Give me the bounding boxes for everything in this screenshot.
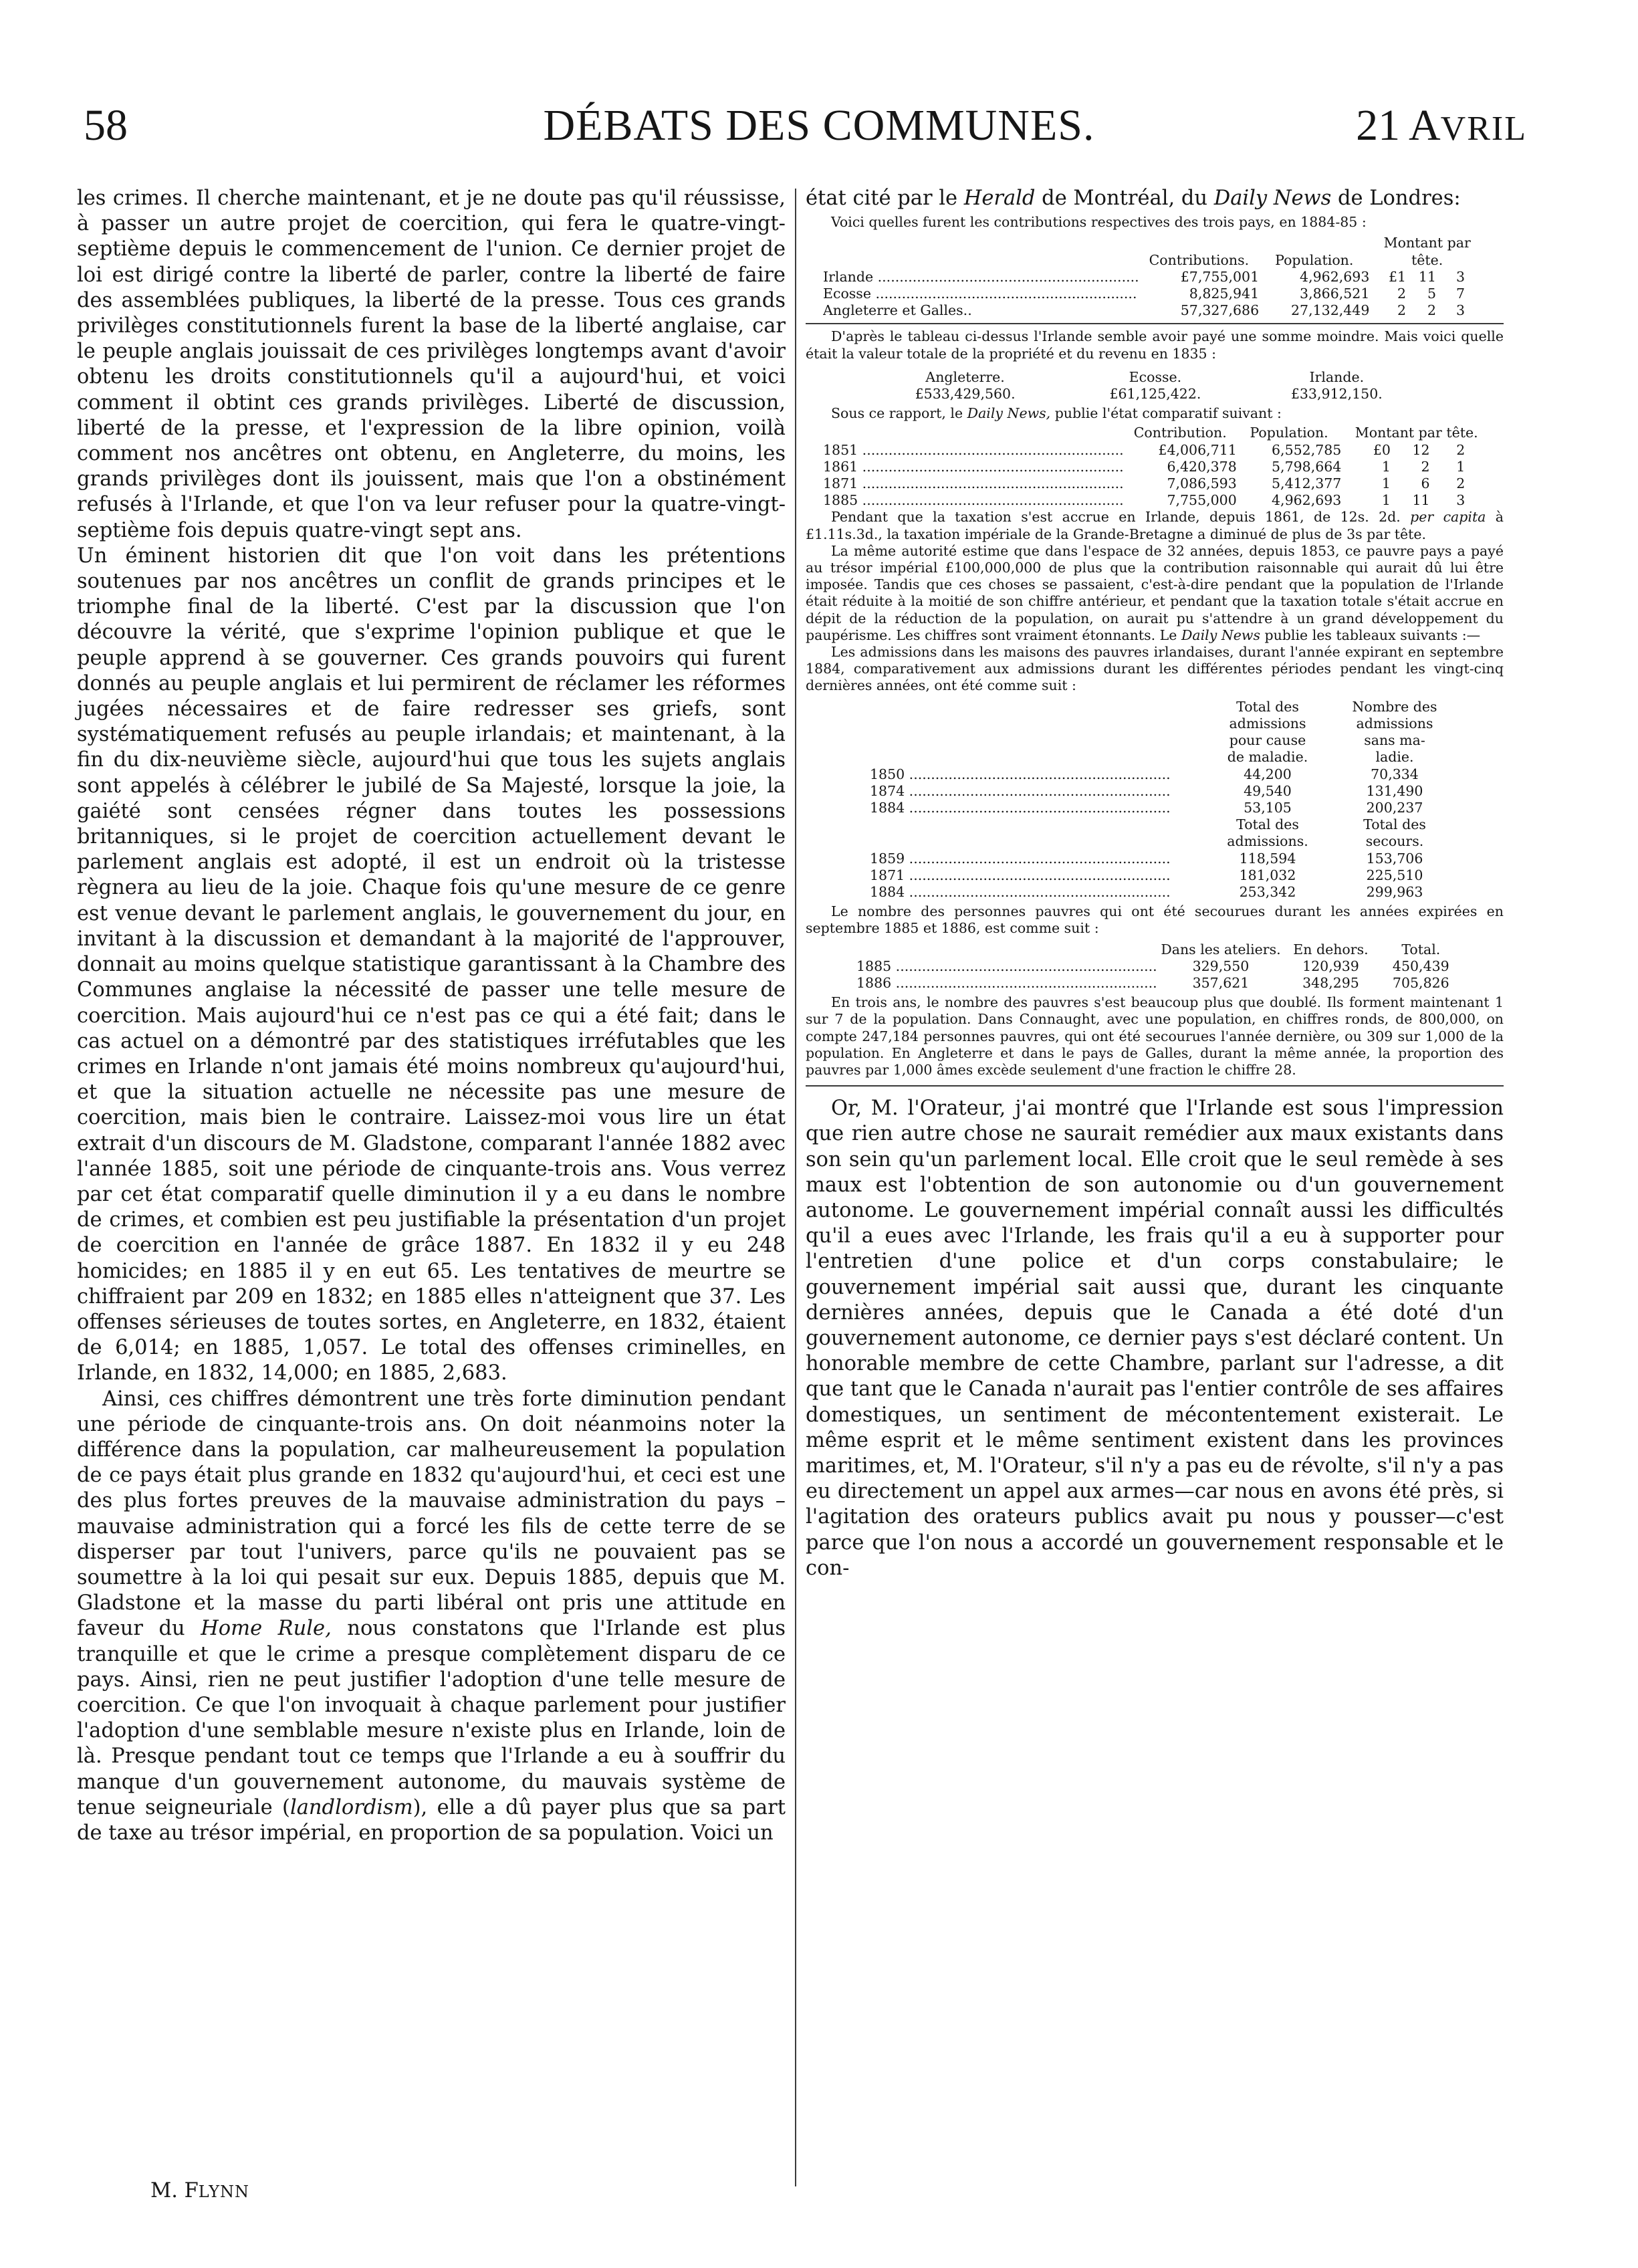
property-value-scotland: £61,125,422.	[1109, 386, 1201, 403]
admissions-row	[870, 800, 1458, 816]
quote-paragraph-7: Le nombre des personnes pauvres qui ont été secourues durant les années expirées en septembre 1885 et 1886, est comme suit :	[806, 903, 1504, 937]
right-intro-herald: Herald	[963, 187, 1036, 210]
admissions-head-not-sick-line-1: Nombre des	[1352, 698, 1437, 715]
admissions-head-sick-line-1: Total des	[1236, 698, 1299, 715]
admissions-total-row-year: 1859 ............................................................	[870, 850, 1171, 867]
contrib-row-pence: 3	[1455, 268, 1466, 285]
decade-row-contribution: 7,086,593	[1167, 475, 1237, 492]
quote-paragraph-5-daily-news: Daily News	[1181, 627, 1260, 643]
contrib-row-population: 3,866,521	[1300, 286, 1370, 302]
quote-paragraph-5	[806, 543, 1504, 644]
header-date-month-rest: VRIL	[1440, 110, 1527, 148]
contrib-row-contributions: 8,825,941	[1189, 286, 1260, 302]
right-intro	[806, 186, 1504, 211]
column-divider	[795, 189, 796, 2186]
contrib-row-pence: 3	[1455, 302, 1466, 319]
property-value-england: £533,429,560.	[915, 386, 1016, 403]
admissions-total-row	[870, 850, 1458, 867]
relieved-row	[856, 975, 1465, 992]
quote-paragraph-3-part-a: Sous ce rapport, le	[831, 405, 967, 422]
contrib-row-population: 4,962,693	[1300, 268, 1370, 285]
decade-row-pence: 1	[1456, 458, 1466, 475]
relieved-row-total: 450,439	[1392, 957, 1449, 974]
decade-row-shillings: 12	[1412, 441, 1430, 458]
quote-paragraph-4-part-b: à £1.11s.3d., la taxation impériale de la Grande-Bretagne a diminué de plus de 3s par tête.	[806, 509, 1504, 542]
decade-row-pounds: 1	[1381, 492, 1391, 509]
decade-row-contribution: 6,420,378	[1167, 458, 1237, 475]
admissions-row-sick: 44,200	[1244, 766, 1292, 782]
admissions-head-sick-line-2: admissions	[1229, 715, 1306, 731]
contrib-row-pence: 7	[1455, 286, 1466, 302]
decade-row	[823, 459, 1492, 475]
speaker-signature-rest: LYNN	[198, 2182, 250, 2201]
decade-row	[823, 442, 1492, 459]
admissions-row	[870, 783, 1458, 800]
relieved-row-outdoor: 120,939	[1302, 957, 1359, 974]
contrib-row-label: Angleterre et Galles..	[823, 302, 972, 319]
admissions-row-year: 1874 ............................................................	[870, 782, 1171, 799]
contrib-head-per-capita-1: Montant par	[1383, 235, 1471, 251]
page-number: 58	[84, 101, 128, 150]
speaker-signature-initial: M. F	[150, 2179, 199, 2202]
relieved-row-outdoor: 348,295	[1302, 974, 1359, 991]
contrib-head-per-capita-2: tête.	[1411, 251, 1443, 268]
admissions-row-not-sick: 131,490	[1366, 782, 1423, 799]
rule-1	[806, 323, 1504, 324]
quote-paragraph-3-part-b: publie l'état comparatif suivant :	[1050, 405, 1282, 422]
admissions-row-not-sick: 70,334	[1371, 766, 1419, 782]
right-intro-part-a: état cité par le	[806, 187, 964, 210]
quote-paragraph-8: En trois ans, le nombre des pauvres s'est beaucoup plus que doublé. Ils forment maintenant 1 sur 7 de la population. Dans Connaught, avec une population, en chiffres ronds, de 800,000, on compte 247,184 personnes pauvres, qui ont été secourues l'année dernière, ou 309 sur 1,000 de la population. En Angleterre et dans le pays de Galles, durant la même année, la proportion des pauvres par 1,000 âmes excède seulement d'une fraction le chiffre 28.	[806, 994, 1504, 1078]
header-date-month-initial: A	[1409, 101, 1441, 150]
decade-row-pounds: £0	[1373, 441, 1391, 458]
relieved-head-total: Total.	[1401, 941, 1441, 957]
admissions-total-row-relief: 225,510	[1366, 867, 1423, 883]
contrib-row-pounds: £1	[1388, 268, 1407, 285]
admissions-head-total	[1204, 816, 1331, 850]
admissions-row-not-sick: 200,237	[1366, 799, 1423, 816]
admissions-head-total-line-1: Total des	[1236, 816, 1299, 833]
admissions-head-not-sick-line-4: ladie.	[1375, 749, 1414, 766]
quote-paragraph-4-per-capita: per capita	[1410, 509, 1486, 526]
contrib-row	[823, 269, 1485, 286]
contrib-row-population: 27,132,449	[1291, 302, 1370, 319]
header-date-day: 21	[1356, 101, 1401, 150]
decade-row-population: 4,962,693	[1272, 492, 1342, 509]
right-intro-daily-news: Daily News	[1213, 187, 1332, 210]
decade-head-per-capita: Montant par tête.	[1355, 425, 1478, 441]
quote-paragraph-1: Voici quelles furent les contributions respectives des trois pays, en 1884-85 :	[831, 214, 1367, 231]
decade-head-contribution: Contribution.	[1133, 425, 1227, 441]
admissions-total-row-admissions: 118,594	[1239, 850, 1296, 867]
relieved-row-year: 1885 ............................................................	[856, 957, 1157, 974]
relieved-row	[856, 958, 1465, 975]
decade-row-year: 1871 ............................................................	[823, 475, 1124, 492]
left-paragraph-3-part-b: nous constatons que l'Irlande est plus tranquille et que le crime a presque complètement disparu de ce pays. Ainsi, rien ne peut justifier l'adoption d'une telle mesure de coercition. Ce que l'on invoquait à chaque parlement pour justifier l'adoption d'une semblable mesure n'existe plus en Irlande, loin de là. Presque pendant tout ce temps que l'Irlande a eu à souffrir du manque d'un gouvernement autonome, du mauvais système de tenue seigneuriale (	[77, 1617, 786, 1819]
relieved-head-indoor: Dans les ateliers.	[1161, 941, 1281, 957]
admissions-head-not-sick	[1331, 699, 1458, 766]
property-head-ireland: Irlande.	[1309, 368, 1365, 385]
admissions-row-sick: 53,105	[1244, 799, 1292, 816]
admissions-head-not-sick-line-2: admissions	[1356, 715, 1433, 731]
decade-row-year: 1861 ............................................................	[823, 458, 1124, 475]
admissions-total-row-admissions: 181,032	[1239, 867, 1296, 883]
contrib-head-contributions: Contributions.	[1149, 251, 1250, 268]
decade-row	[823, 492, 1492, 509]
quote-paragraph-2: D'après le tableau ci-dessus l'Irlande semble avoir payé une somme moindre. Mais voici quelle était la valeur totale de la propriété et du revenu en 1835 :	[806, 328, 1504, 362]
quote-paragraph-4	[806, 509, 1504, 542]
contrib-row-contributions: £7,755,001	[1180, 268, 1260, 285]
decade-comparison-table	[823, 425, 1492, 509]
admissions-total-row-relief: 153,706	[1366, 850, 1423, 867]
admissions-head-not-sick-line-3: sans ma-	[1364, 732, 1425, 749]
left-paragraph-1: les crimes. Il cherche maintenant, et je ne doute pas qu'il réussisse, à passer un autre projet de coercition, qui fera le quatre-vingt-septième depuis le commencement de l'union. Ce dernier projet de loi est dirigé contre la liberté de parler, contre la liberté de faire des assemblées publiques, la liberté de la presse. Tous ces grands privilèges constitutionnels furent la base de la liberté anglaise, car le peuple anglais jouissait de ces privilèges longtemps avant d'avoir obtenu les droits constitutionnels qu'il a aujourd'hui, et voici comment il obtint ces grands privilèges. Liberté de discussion, liberté de la presse, et l'expression de la libre opinion, voilà comment nos ancêtres ont obtenu, en Angleterre, du moins, les grands privilèges dont ils jouissent, mais que l'on a obstinément refusés à l'Irlande, et que l'on va leur refuser pour la quatre-vingt-septième fois depuis quatre-vingt sept ans.	[77, 187, 786, 542]
admissions-total-row	[870, 867, 1458, 884]
admissions-head-relief	[1331, 816, 1458, 850]
contrib-row-label: Irlande ............................................................	[823, 268, 1139, 285]
rule-2	[806, 1085, 1504, 1087]
poorhouse-admissions-table	[870, 699, 1458, 901]
property-head-england: Angleterre.	[925, 368, 1005, 385]
contrib-row-contributions: 57,327,686	[1180, 302, 1260, 319]
property-value-table	[866, 369, 1427, 403]
admissions-head-sick	[1204, 699, 1331, 766]
decade-row-contribution: £4,006,711	[1158, 441, 1237, 458]
decade-row-population: 5,798,664	[1272, 458, 1342, 475]
quote-paragraph-3-daily-news: Daily News,	[967, 405, 1051, 422]
admissions-row-year: 1884 ............................................................	[870, 799, 1171, 816]
admissions-total-row-relief: 299,963	[1366, 883, 1423, 900]
left-paragraph-3-part-c: ), elle a dû payer plus que sa part de taxe au trésor impérial, en proportion de sa population. Voici un	[77, 1795, 786, 1845]
left-column	[77, 186, 786, 1846]
property-value-ireland: £33,912,150.	[1290, 386, 1383, 403]
admissions-total-row-year: 1871 ............................................................	[870, 867, 1171, 883]
admissions-total-row-admissions: 253,342	[1239, 883, 1296, 900]
contrib-row-shillings: 2	[1427, 302, 1436, 319]
admissions-head-relief-line-1: Total des	[1363, 816, 1426, 833]
relieved-paupers-table	[856, 941, 1465, 992]
decade-row-shillings: 6	[1421, 475, 1430, 492]
speaker-signature	[150, 2178, 249, 2204]
quote-paragraph-5-part-a: La même autorité estime que dans l'espace de 32 années, depuis 1853, ce pauvre pays a payé au trésor impérial £100,000,000 de plus que la contribution raisonnable qui aurait dû lui être imposée. Tandis que ces choses se passaient, c'est-à-dire pendant que la population de l'Irlande était réduite à la moitié de son chiffre antérieur, et pendant que la taxation totale s'était accrue en dépit de la réduction de la population, on aurait pu s'attendre à un grand développement du paupérisme. Les chiffres sont vraiment étonnants. Le	[806, 542, 1504, 643]
quote-paragraph-5-part-b: publie les tableaux suivants :—	[1260, 627, 1481, 643]
left-paragraph-3-home-rule: Home Rule,	[201, 1617, 332, 1641]
quote-paragraph-4-part-a: Pendant que la taxation s'est accrue en Irlande, depuis 1861, de 12s. 2d.	[831, 509, 1411, 526]
right-intro-part-c: de Londres:	[1331, 187, 1461, 210]
property-head-scotland: Ecosse.	[1129, 368, 1182, 385]
admissions-row-year: 1850 ............................................................	[870, 766, 1171, 782]
decade-row-pence: 3	[1456, 492, 1466, 509]
contrib-head-population: Population.	[1275, 251, 1354, 268]
decade-row-population: 5,412,377	[1272, 475, 1342, 492]
decade-head-population: Population.	[1250, 425, 1328, 441]
right-intro-part-b: de Montréal, du	[1035, 187, 1214, 210]
running-title: DÉBATS DES COMMUNES.	[543, 101, 1095, 150]
contrib-row	[823, 286, 1485, 302]
quote-paragraph-6: Les admissions dans les maisons des pauvres irlandaises, durant l'année expirant en septembre 1884, comparativement aux admissions durant les différentes périodes pendant les vingt-cinq dernières années, ont été comme suit :	[806, 644, 1504, 694]
relieved-row-total: 705,826	[1392, 974, 1449, 991]
left-paragraph-3	[77, 1387, 786, 1847]
left-paragraph-2: Un éminent historien dit que l'on voit dans les prétentions soutenues par nos ancêtres un conflit de grands principes et le triomphe final de la liberté. C'est par la discussion que l'on découvre la vérité, que s'exprime l'opinion publique et que le peuple apprend à se gouverner. Ces grands pouvoirs qui furent donnés au peuple anglais et lui permirent de réclamer les réformes jugées nécessaires et de faire redresser ses griefs, sont systématiquement refusés au peuple irlandais; et maintenant, à la fin du dix-neuvième siècle, aujourd'hui que tous les sujets anglais sont appelés à célébrer le jubilé de Sa Majesté, lorsque la joie, la gaiété sont censées régner dans toutes les possessions britanniques, si le projet de coercition actuellement devant le parlement anglais est adopté, il est un endroit où la tristesse règnera au lieu de la joie. Chaque fois qu'une mesure de ce genre est venue devant le parlement anglais, le gouvernement du jour, en invitant à la discussion et demandant à la majorité de l'approuver, donnait au moins quelque statistique garantissant à la Chambre des Communes anglaise la nécessité de passer une telle mesure de coercition. Mais aujourd'hui ce n'est pas ce qui a été fait; dans le cas actuel on a démontré par des statistiques irréfutables que les crimes en Irlande n'ont jamais été moins nombreux qu'aujourd'hui, et que la situation actuelle ne nécessite pas une mesure de coercition, mais bien le contraire. Laissez-moi vous lire un état extrait d'un discours de M. Gladstone, comparant l'année 1882 avec l'année 1885, soit une période de cinquante-trois ans. Vous verrez par cet état comparatif quelle diminution il y a eu dans le nombre de crimes, et combien est peu justifiable la présentation d'un projet de coercition en l'année de grâce 1887. En 1832 il y eu 248 homicides; en 1885 il y en eut 65. Les tentatives de meurtre se chiffraient par 209 en 1832; en 1885 elles n'atteignent que 37. Les offenses sérieuses de toutes sortes, en Angleterre, en 1832, étaient de 6,014; en 1885, 1,057. Le total des offenses criminelles, en Irlande, en 1832, 14,000; en 1885, 2,683.	[77, 544, 786, 1385]
relieved-row-year: 1886 ............................................................	[856, 974, 1157, 991]
left-paragraph-3-part-a: Ainsi, ces chiffres démontrent une très forte diminution pendant une période de cinquante-trois ans. On doit néanmoins noter la différence dans la population, car malheureusement la population de ce pays était plus grande en 1832 qu'aujourd'hui, et ceci est une des plus fortes preuves de la mauvaise administration du pays – mauvaise administration qui a forcé les fils de cette terre de se disperser par tout l'univers, parce qu'ils ne pouvaient pas se soumettre à la loi qui pesait sur eux. Depuis 1885, depuis que M. Gladstone et la masse du parti libéral ont pris une attitude en faveur du	[77, 1387, 786, 1641]
contributions-table	[823, 235, 1485, 319]
left-paragraph-3-landlordism: landlordism	[289, 1795, 413, 1819]
quoted-material	[806, 214, 1504, 1079]
decade-row-pounds: 1	[1381, 475, 1391, 492]
contrib-row-pounds: 2	[1397, 302, 1407, 319]
decade-row-shillings: 11	[1412, 492, 1430, 509]
admissions-head-total-line-2: admissions.	[1227, 833, 1308, 850]
decade-row-population: 6,552,785	[1272, 441, 1342, 458]
decade-row-pence: 2	[1456, 475, 1466, 492]
admissions-row-sick: 49,540	[1244, 782, 1292, 799]
relieved-row-indoor: 357,621	[1192, 974, 1250, 991]
contrib-row-shillings: 11	[1418, 268, 1436, 285]
contrib-row	[823, 302, 1485, 319]
admissions-row	[870, 766, 1458, 783]
decade-row-year: 1851 ............................................................	[823, 441, 1124, 458]
quote-paragraph-3	[806, 405, 1504, 422]
admissions-head-sick-line-3: pour cause	[1229, 732, 1306, 749]
right-column	[806, 186, 1504, 1581]
contrib-row-label: Ecosse ............................................................	[823, 286, 1137, 302]
contrib-row-shillings: 5	[1427, 286, 1436, 302]
relieved-row-indoor: 329,550	[1192, 957, 1250, 974]
header-date	[1356, 102, 1527, 153]
relieved-head-outdoor: En dehors.	[1293, 941, 1369, 957]
admissions-head-sick-line-4: de maladie.	[1227, 749, 1308, 766]
contrib-row-pounds: 2	[1397, 286, 1407, 302]
decade-row-year: 1885 ............................................................	[823, 492, 1124, 509]
admissions-head-relief-line-2: secours.	[1365, 833, 1424, 850]
decade-row-shillings: 2	[1421, 458, 1430, 475]
right-paragraph-final: Or, M. l'Orateur, j'ai montré que l'Irlande est sous l'impression que rien autre chose ne saurait remédier aux maux existants dans son sein qu'un parlement local. Elle croit que le seul remède à ses maux est l'obtention de son autonomie ou d'un gouvernement autonome. Le gouvernement impérial connaît aussi les difficultés qu'il a eues avec l'Irlande, les frais qu'il a eu à supporter pour l'entretien d'une police et d'un corps constabulaire; le gouvernement impérial sait aussi que, durant les cinquante dernières années, depuis que le Canada a été doté d'un gouvernement autonome, ce dernier pays s'est déclaré content. Un honorable membre de cette Chambre, parlant sur l'adresse, a dit que tant que le Canada n'aurait pas l'entier contrôle de ses affaires domestiques, un sentiment de mécontentement existerait. Le même esprit et le même sentiment existent dans les provinces maritimes, et, M. l'Orateur, s'il n'y a pas eu de révolte, s'il n'y a pas eu directement un appel aux armes—car nous en avons été près, si l'agitation des orateurs publics avait pu nous y pousser—c'est parce que l'on nous a accordé un gouvernement responsable et le con-	[806, 1097, 1504, 1580]
admissions-total-row-year: 1884 ............................................................	[870, 883, 1171, 900]
decade-row-pounds: 1	[1381, 458, 1391, 475]
admissions-total-row	[870, 884, 1458, 901]
decade-row	[823, 475, 1492, 492]
decade-row-contribution: 7,755,000	[1167, 492, 1237, 509]
decade-row-pence: 2	[1456, 441, 1466, 458]
